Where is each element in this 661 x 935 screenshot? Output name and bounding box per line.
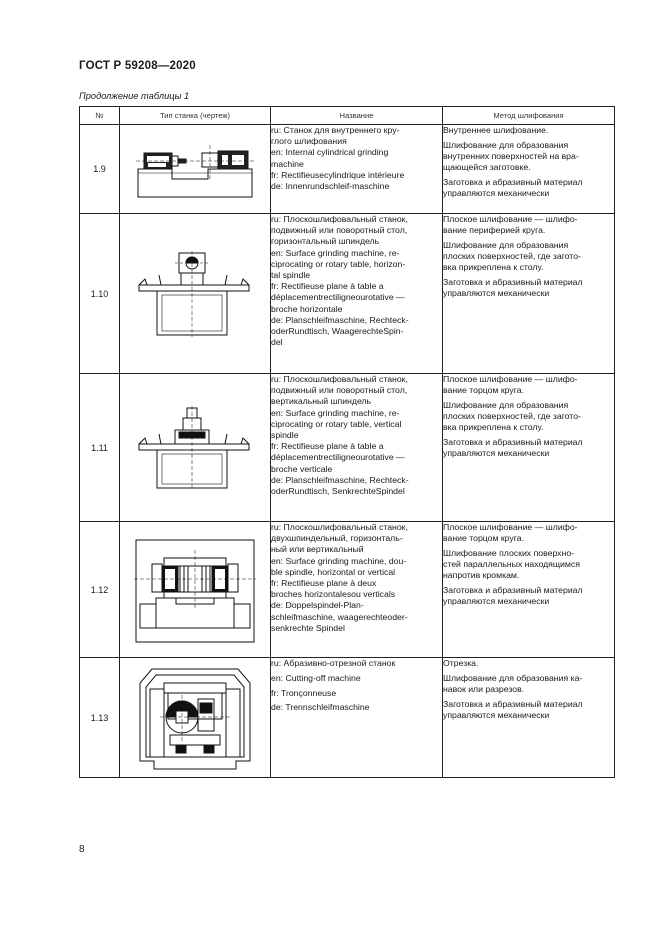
name-line: fr: Rectifieusecylindrique intérieure (271, 169, 405, 180)
row-number: 1.10 (80, 214, 120, 374)
drawing-cell (120, 374, 271, 522)
method-line: вание периферией круга. (443, 225, 546, 236)
surface-grinder-horizontal-spindle-drawing (135, 251, 255, 337)
method-line: управляются механически (443, 448, 550, 459)
drawing-cell (120, 214, 271, 374)
name-line: de: Planschleifmaschine, Rechteck- (271, 314, 409, 325)
drawing-cell (120, 125, 271, 214)
name-line: en: Surface grinding machine, re- (271, 407, 400, 418)
name-line: ciprocating or rotary table, horizon- (271, 258, 406, 269)
table-row (80, 374, 615, 522)
name-line: machine (271, 158, 304, 169)
name-line: en: Surface grinding machine, re- (271, 247, 400, 258)
name-line: déplacementrectiligneourotative — (271, 452, 405, 463)
surface-grinder-vertical-spindle-drawing (135, 406, 255, 490)
machine-name-cell (271, 125, 443, 214)
grinding-method-cell (443, 374, 615, 522)
table-continuation-caption: Продолжение таблицы 1 (79, 91, 190, 101)
name-line: fr: Tronçonneuse (271, 687, 337, 698)
machine-name-cell (271, 374, 443, 522)
name-line: en: Surface grinding machine, dou- (271, 555, 407, 566)
machine-name-cell (271, 658, 443, 778)
table-row (80, 658, 615, 778)
column-header-method: Метод шлифования (443, 107, 615, 125)
name-line: de: Doppelspindel-Plan- (271, 600, 364, 611)
name-line: ble spindle, horizontal or vertical (271, 566, 396, 577)
method-line: Плоское шлифование — шлифо- (443, 214, 578, 224)
internal-cylindrical-grinder-drawing (136, 139, 254, 199)
name-line: broche verticale (271, 463, 333, 474)
table-header-row (80, 107, 615, 125)
method-line: плоских поверхностей, где загото- (443, 411, 581, 422)
page-number: 8 (79, 844, 85, 855)
name-line: fr: Rectifieuse plane à table a (271, 441, 384, 452)
name-line: broche horizontale (271, 303, 343, 314)
method-line: вание торцом круга. (443, 533, 524, 544)
name-line: tal spindle (271, 270, 311, 281)
method-line: Плоское шлифование — шлифо- (443, 522, 578, 532)
method-line: стей параллельных находящимся (443, 559, 580, 570)
name-line: ru: Плоскошлифовальный станок, (271, 522, 408, 532)
name-line: del (271, 337, 283, 348)
name-line: ciprocating or rotary table, vertical (271, 418, 402, 429)
machine-name-cell (271, 214, 443, 374)
name-line: déplacementrectiligneourotative — (271, 292, 405, 303)
name-line: ный или вертикальный (271, 544, 364, 555)
method-paragraph (443, 140, 614, 174)
row-number: 1.13 (80, 658, 120, 778)
method-paragraph (443, 240, 614, 274)
method-line: вание торцом круга. (443, 385, 524, 396)
method-line: Отрезка. (443, 658, 479, 668)
method-line: Заготовка и абразивный материал (443, 698, 583, 709)
method-line: навок или разрезов. (443, 684, 525, 694)
name-line: подвижный или поворотный стол, (271, 385, 408, 396)
name-line: ru: Плоскошлифовальный станок, (271, 214, 408, 224)
method-paragraph (443, 522, 614, 544)
method-paragraph (443, 585, 614, 607)
grinding-method-cell (443, 125, 615, 214)
row-number: 1.11 (80, 374, 120, 522)
abrasive-cutoff-machine-drawing (134, 665, 256, 771)
document-title: ГОСТ Р 59208—2020 (79, 60, 196, 72)
method-paragraph (443, 374, 614, 396)
name-line: подвижный или поворотный стол, (271, 225, 408, 236)
grinding-method-cell (443, 658, 615, 778)
machine-types-table (79, 106, 615, 778)
method-line: Заготовка и абразивный материал (443, 177, 583, 187)
row-number: 1.9 (80, 125, 120, 214)
table-row (80, 522, 615, 658)
name-line: fr: Rectifieuse plane à table a (271, 281, 384, 292)
method-line: Внутреннее шлифование. (443, 125, 549, 135)
method-line: Шлифование для образования (443, 139, 569, 150)
table-row (80, 125, 615, 214)
table-row (80, 214, 615, 374)
name-line: глого шлифования (271, 136, 347, 147)
method-line: Шлифование для образования (443, 400, 569, 410)
method-paragraph (443, 214, 614, 236)
method-line: внутренних поверхностей на вра- (443, 151, 579, 161)
method-line: Заготовка и абразивный материал (443, 585, 583, 596)
method-line: управляются механически (443, 288, 550, 299)
method-line: Шлифование плоских поверхно- (443, 548, 575, 558)
name-line: de: Innenrundschleif-maschine (271, 181, 390, 192)
method-line: управляются механически (443, 188, 550, 199)
method-line: напротив кромкам. (443, 570, 520, 581)
method-line: вка прикреплена к столу. (443, 262, 544, 273)
name-line: горизонтальный шпиндель (271, 236, 380, 247)
grinding-method-cell (443, 214, 615, 374)
method-line: щающейся заготовке. (443, 162, 531, 173)
name-line: двухшпиндельный, горизонталь- (271, 533, 403, 544)
column-header-number: № (80, 107, 120, 125)
method-paragraph (443, 177, 614, 199)
double-spindle-surface-grinder-drawing (134, 536, 256, 644)
name-line: de: Planschleifmaschine, Rechteck- (271, 474, 409, 485)
method-line: Шлифование для образования (443, 240, 569, 250)
name-paragraph (271, 673, 442, 684)
name-paragraph (271, 658, 442, 669)
name-line: oderRundtisch, WaagerechteSpin- (271, 326, 404, 337)
method-paragraph (443, 277, 614, 299)
column-header-name: Название (271, 107, 443, 125)
column-header-drawing: Тип станка (чертеж) (120, 107, 271, 125)
name-paragraph (271, 702, 442, 713)
method-paragraph (443, 437, 614, 459)
name-line: oderRundtisch, SenkrechteSpindel (271, 486, 405, 497)
name-line: ru: Абразивно-отрезной станок (271, 658, 396, 668)
name-line: fr: Rectifieuse plane à deux (271, 578, 377, 589)
method-paragraph (443, 125, 614, 136)
method-paragraph (443, 548, 614, 582)
name-line: ru: Станок для внутреннего кру- (271, 125, 400, 135)
name-line: broches horizontalesou verticals (271, 589, 396, 600)
name-line: schleifmaschine, waagerechteoder- (271, 611, 408, 622)
name-line: en: Cutting-off machine (271, 672, 361, 683)
method-line: Плоское шлифование — шлифо- (443, 374, 578, 384)
method-line: Заготовка и абразивный материал (443, 437, 583, 448)
name-line: ru: Плоскошлифовальный станок, (271, 374, 408, 384)
method-paragraph (443, 673, 614, 695)
method-line: плоских поверхностей, где загото- (443, 251, 581, 262)
row-number: 1.12 (80, 522, 120, 658)
grinding-method-cell (443, 522, 615, 658)
method-line: управляются механически (443, 596, 550, 607)
machine-name-cell (271, 522, 443, 658)
name-line: вертикальный шпиндель (271, 396, 372, 407)
method-line: управляются механически (443, 710, 550, 720)
name-line: spindle (271, 430, 299, 441)
method-line: вка прикреплена к столу. (443, 422, 544, 433)
method-line: Заготовка и абразивный материал (443, 277, 583, 288)
method-paragraph (443, 699, 614, 721)
name-line: senkrechte Spindel (271, 622, 345, 633)
name-line: en: Internal cylindrical grinding (271, 147, 389, 158)
method-paragraph (443, 658, 614, 669)
name-paragraph (271, 688, 442, 699)
name-line: de: Trennschleifmaschine (271, 702, 370, 713)
drawing-cell (120, 658, 271, 778)
method-paragraph (443, 400, 614, 434)
method-line: Шлифование для образования ка- (443, 672, 583, 683)
drawing-cell (120, 522, 271, 658)
